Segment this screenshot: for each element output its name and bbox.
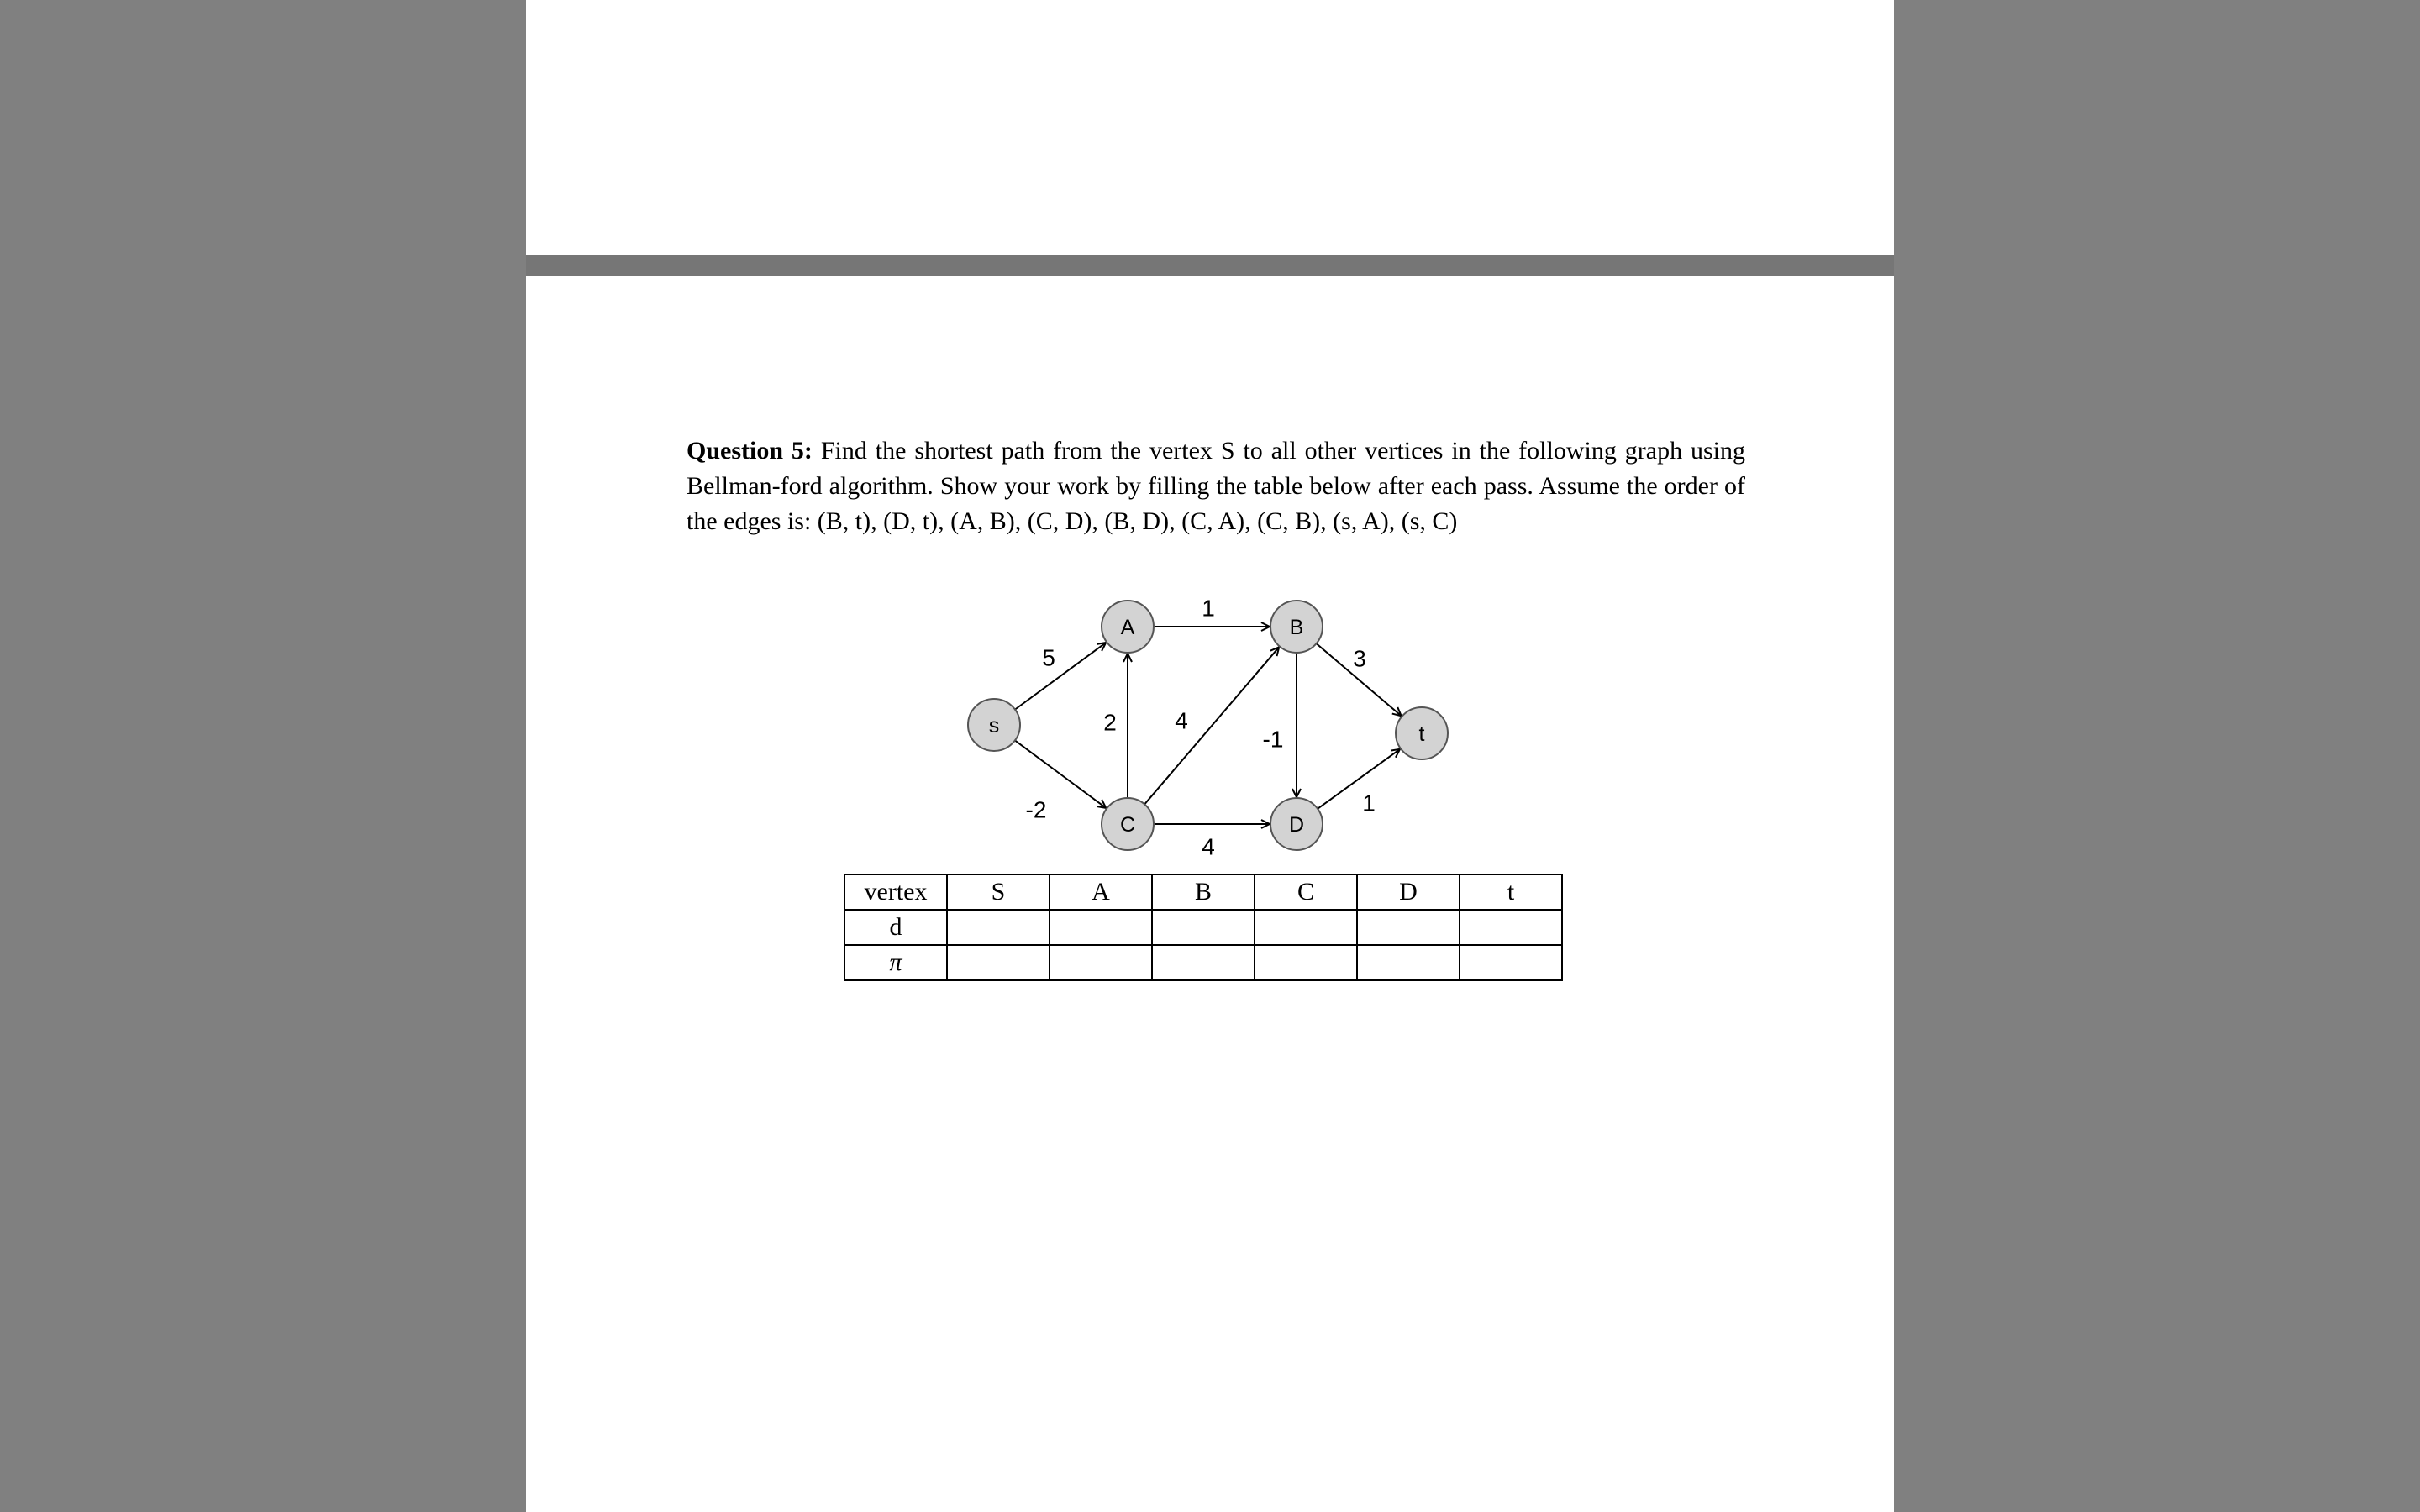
edge-weight-c-d: 4 (1202, 833, 1215, 860)
cell-pi-s (947, 945, 1050, 980)
edge-weight-b-t: 3 (1353, 645, 1366, 672)
edge-weight-c-a: 2 (1103, 709, 1117, 736)
header-cell-c: C (1255, 874, 1357, 910)
node-t (1396, 707, 1448, 759)
header-cell-b: B (1152, 874, 1255, 910)
cell-d-b (1152, 910, 1255, 945)
cell-d-c (1255, 910, 1357, 945)
cell-pi-c (1255, 945, 1357, 980)
row-label-d: d (844, 910, 947, 945)
page-separator (526, 255, 1894, 276)
header-cell-s: S (947, 874, 1050, 910)
edge-weight-d-t: 1 (1362, 790, 1376, 816)
graph-diagram (526, 276, 1894, 864)
cell-d-a (1050, 910, 1152, 945)
node-label-a: A (1120, 616, 1135, 639)
node-label-d: D (1288, 813, 1305, 837)
node-c (1102, 798, 1154, 850)
previous-page (526, 0, 1894, 255)
node-label-c: C (1119, 813, 1136, 837)
node-label-s: s (988, 714, 1000, 738)
table-row-d (844, 910, 1562, 945)
edge-c-b (1144, 647, 1279, 804)
edge-weight-s-a: 5 (1042, 644, 1055, 671)
edge-d-t (1318, 749, 1400, 809)
question-body: Find the shortest path from the vertex S to all other vertices in the following graph using Bellman-ford algorithm. Show your work by filling the table below after each pass. Assume the order of the edges is: (B, t), (D, t), (A, B), (C, D), (B, D), (C, A), (C, B), (s, A), (s, C) (687, 437, 1745, 535)
header-cell-vertex: vertex (844, 874, 947, 910)
question-label: Question 5: (687, 437, 813, 465)
node-a (1102, 601, 1154, 653)
current-page (526, 276, 1894, 1512)
node-d (1270, 798, 1323, 850)
cell-pi-d (1357, 945, 1460, 980)
header-cell-t: t (1460, 874, 1562, 910)
node-b (1270, 601, 1323, 653)
edge-s-a (1015, 643, 1106, 710)
node-label-t: t (1418, 722, 1425, 746)
cell-d-t (1460, 910, 1562, 945)
bellman-ford-table (844, 874, 1563, 981)
table-row-pi (844, 945, 1562, 980)
cell-pi-a (1050, 945, 1152, 980)
header-cell-d: D (1357, 874, 1460, 910)
cell-d-s (947, 910, 1050, 945)
edge-weight-a-b: 1 (1202, 595, 1215, 622)
cell-pi-b (1152, 945, 1255, 980)
table-header-row (844, 874, 1562, 910)
edge-weight-c-b: 4 (1175, 707, 1188, 734)
header-cell-a: A (1050, 874, 1152, 910)
edge-weight-s-c: -2 (1025, 796, 1047, 823)
node-s (968, 699, 1020, 751)
cell-d-d (1357, 910, 1460, 945)
node-label-b: B (1289, 616, 1304, 639)
edge-weight-b-d: -1 (1262, 726, 1284, 753)
row-label-pi: π (844, 945, 947, 980)
cell-pi-t (1460, 945, 1562, 980)
